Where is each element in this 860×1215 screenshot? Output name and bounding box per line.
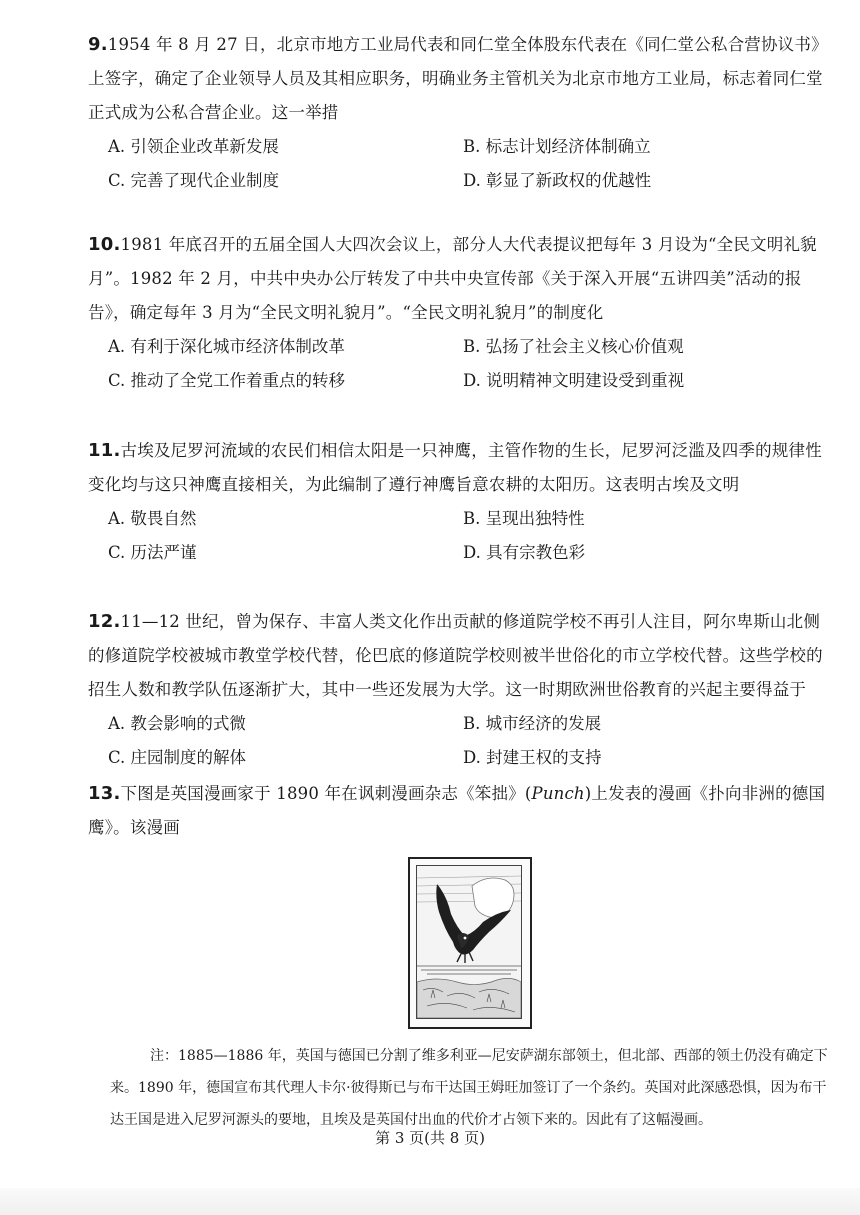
question-text: 11—12 世纪，曾为保存、丰富人类文化作出贡献的修道院学校不再引人注目，阿尔卑斯山北侧的修道院学校被城市教堂学校代替，伦巴底的修道院学校则被半世俗化的市立学校代替。这些学校的招生人数和教学队伍逐渐扩大，其中一些还发展为大学。这一时期欧洲世俗教育的兴起主要得益于 — [88, 612, 823, 699]
option-b: B. 呈现出独特性 — [463, 509, 585, 528]
question-text: 古埃及尼罗河流域的农民们相信太阳是一只神鹰，主管作物的生长，尼罗河泛滥及四季的规律性变化均与这只神鹰直接相关，为此编制了遵行神鹰旨意农耕的太阳历。这表明古埃及文明 — [88, 441, 822, 494]
option-b: B. 标志计划经济体制确立 — [463, 137, 651, 156]
option-c: C. 完善了现代企业制度 — [108, 171, 280, 190]
note-first-line: 注：1885—1886 年，英国与德国已分割了维多利亚—尼安萨湖东部领土，但北部、西部的领土仍没有确定下 — [150, 1048, 828, 1064]
page-number: 第 3 页(共 8 页) — [375, 1129, 485, 1147]
option-c: C. 推动了全党工作着重点的转移 — [108, 371, 346, 390]
option-c: C. 历法严谨 — [108, 543, 197, 562]
note-rest: 来。1890 年，德国宣布其代理人卡尔·彼得斯已与布干达国王姆旺加签订了一个条约。英国对此深感恐惧，因为布干达王国是进入尼罗河源头的要地，且埃及是英国付出血的代价才占领下来的。因此有了这幅漫画。 — [110, 1080, 827, 1128]
question-stem — [88, 228, 828, 330]
option-d: D. 彰显了新政权的优越性 — [463, 171, 652, 190]
options-row — [88, 741, 828, 775]
options-row — [88, 330, 828, 364]
option-a: A. 教会影响的式微 — [108, 714, 246, 733]
question-stem — [88, 28, 828, 130]
magazine-name: Punch — [531, 784, 585, 803]
option-d: D. 具有宗教色彩 — [463, 543, 586, 562]
option-a: A. 有利于深化城市经济体制改革 — [108, 337, 345, 356]
question-stem — [88, 605, 828, 707]
option-d: D. 封建王权的支持 — [463, 748, 602, 767]
question-11 — [88, 434, 828, 570]
options-row — [88, 130, 828, 164]
option-d: D. 说明精神文明建设受到重视 — [463, 371, 685, 390]
question-text: 1954 年 8 月 27 日，北京市地方工业局代表和同仁堂全体股东代表在《同仁堂公私合营协议书》上签字，确定了企业领导人员及其相应职务，明确业务主管机关为北京市地方工业局，标志着同仁堂正式成为公私合营企业。这一举措 — [88, 35, 828, 122]
question-number: 13. — [88, 783, 121, 804]
option-c: C. 庄园制度的解体 — [108, 748, 247, 767]
eagle-cartoon-icon — [417, 866, 521, 1018]
question-stem — [88, 777, 828, 845]
question-number: 12. — [88, 611, 121, 632]
question-number: 10. — [88, 234, 121, 255]
question-stem — [88, 434, 828, 502]
question-text-before: 下图是英国漫画家于 1890 年在讽刺漫画杂志《笨拙》( — [120, 784, 532, 803]
question-text: 1981 年底召开的五届全国人大四次会议上，部分人大代表提议把每年 3 月设为“全民文明礼貌月”。1982 年 2 月，中共中央办公厅转发了中共中央宣传部《关于深入开展“五讲四美”活动的报告》，确定每年 3 月为“全民文明礼貌月”。“全民文明礼貌月”的制度化 — [88, 235, 817, 322]
option-b: B. 城市经济的发展 — [463, 714, 602, 733]
options-row — [88, 707, 828, 741]
cartoon-figure — [408, 857, 532, 1029]
question-number: 9. — [88, 34, 108, 55]
options-row — [88, 536, 828, 570]
options-row — [88, 164, 828, 198]
option-b: B. 弘扬了社会主义核心价值观 — [463, 337, 684, 356]
option-a: A. 敬畏自然 — [108, 509, 197, 528]
question-13 — [88, 777, 828, 845]
question-text-after: )上发表的漫画《扑向非洲的德国鹰》。该漫画 — [88, 784, 826, 837]
question-9 — [88, 28, 828, 198]
option-a: A. 引领企业改革新发展 — [108, 137, 279, 156]
question-number: 11. — [88, 440, 121, 461]
figure-note — [110, 1040, 828, 1136]
question-12 — [88, 605, 828, 775]
cartoon-image — [416, 865, 522, 1019]
question-10 — [88, 228, 828, 398]
options-row — [88, 364, 828, 398]
options-row — [88, 502, 828, 536]
scan-edge — [0, 1188, 860, 1215]
